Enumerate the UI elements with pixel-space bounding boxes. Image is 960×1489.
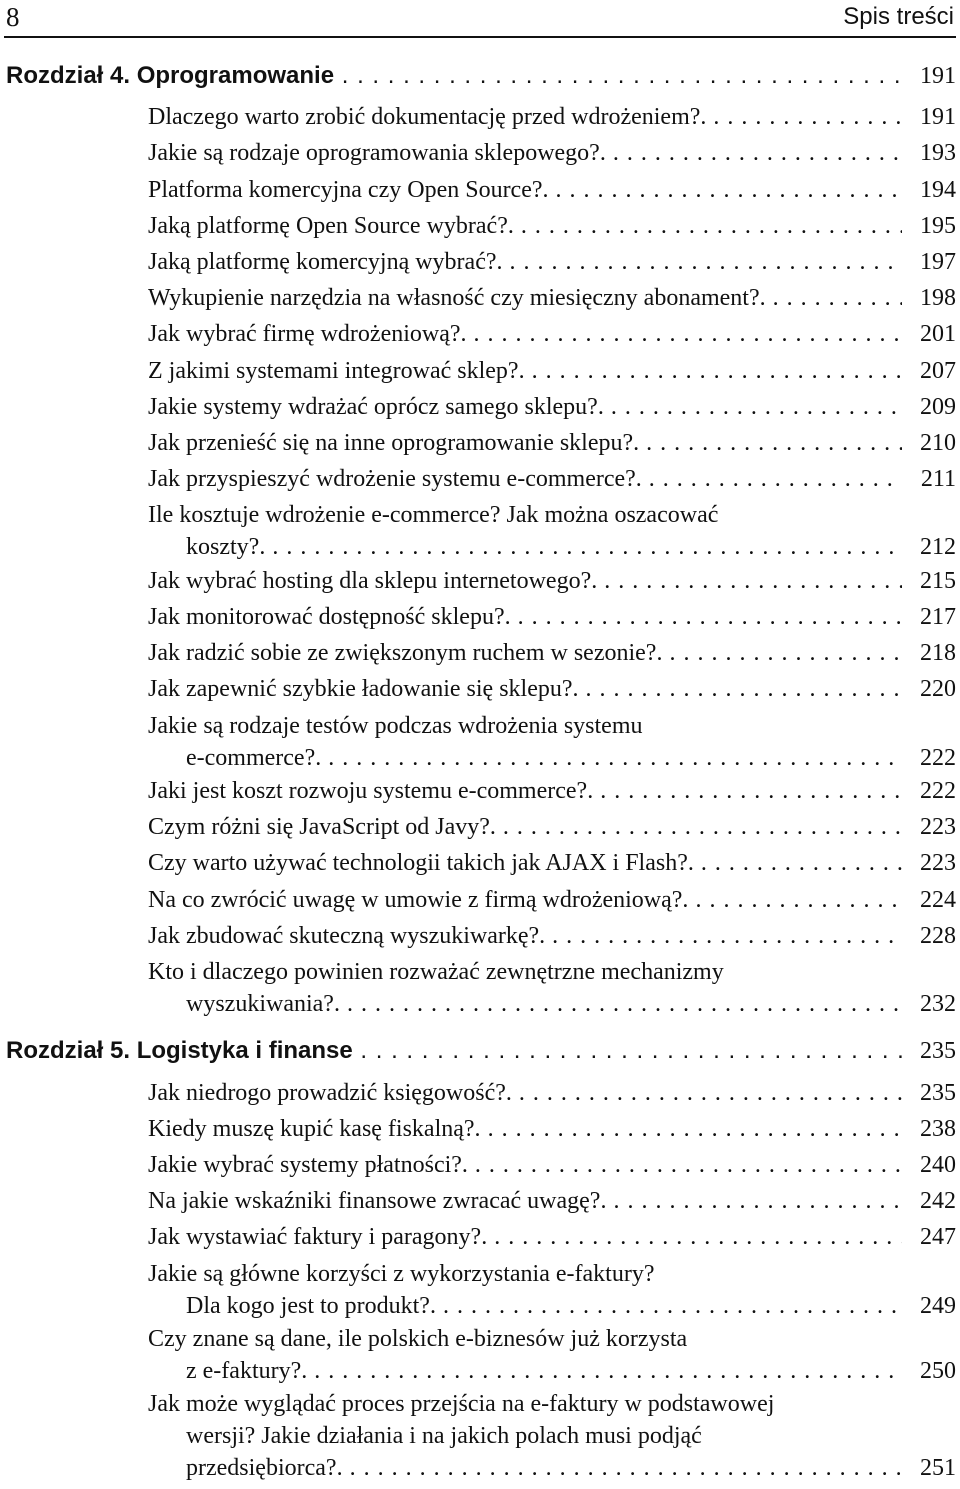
entry-text: Jakie są rodzaje testów podczas wdrożenia systemu bbox=[148, 712, 643, 739]
toc-entry[interactable] bbox=[148, 355, 956, 387]
toc-entry[interactable] bbox=[148, 1077, 956, 1109]
entry-page-number: 235 bbox=[904, 1077, 956, 1109]
entry-text: Ile kosztuje wdrożenie e-commerce? Jak można oszacować bbox=[148, 502, 719, 529]
page-header bbox=[4, 0, 956, 38]
entry-line bbox=[148, 673, 956, 705]
toc-chapter-heading[interactable] bbox=[6, 60, 956, 92]
entry-page-number: 201 bbox=[904, 318, 956, 350]
entry-page-number: 250 bbox=[904, 1355, 956, 1387]
entry-page-number: 218 bbox=[904, 637, 956, 669]
entry-text: Jak monitorować dostępność sklepu?. . . . bbox=[148, 601, 902, 633]
entry-line bbox=[148, 355, 956, 387]
entry-text: Jaki jest koszt rozwoju systemu e-commerce?. . . . bbox=[148, 775, 902, 807]
entry-line bbox=[148, 601, 956, 633]
entry-page-number: 220 bbox=[904, 673, 956, 705]
entry-text: Czy warto używać technologii takich jak AJAX i Flash?. . . . bbox=[148, 847, 902, 879]
entry-text: Dla kogo jest to produkt?. . . . bbox=[186, 1290, 902, 1322]
entry-page-number: 193 bbox=[904, 137, 956, 169]
toc-entry[interactable] bbox=[148, 1185, 956, 1217]
entry-line bbox=[148, 1323, 956, 1355]
entry-line bbox=[148, 884, 956, 916]
entry-page-number: 198 bbox=[904, 282, 956, 314]
entry-page-number: 197 bbox=[904, 246, 956, 278]
toc-entry[interactable] bbox=[148, 775, 956, 807]
toc-entry[interactable] bbox=[148, 137, 956, 169]
running-head: Spis treści bbox=[843, 3, 954, 30]
entry-page-number: 222 bbox=[904, 742, 956, 774]
entry-line bbox=[148, 1077, 956, 1109]
entry-page-number: 209 bbox=[904, 391, 956, 423]
entry-page-number: 224 bbox=[904, 884, 956, 916]
entry-text: przedsiębiorca?. . . . bbox=[186, 1452, 902, 1484]
toc-entry[interactable] bbox=[148, 601, 956, 633]
entry-page-number: 242 bbox=[904, 1185, 956, 1217]
entry-line bbox=[148, 1420, 956, 1452]
entry-line bbox=[148, 1258, 956, 1290]
entry-page-number: 194 bbox=[904, 174, 956, 206]
entry-page-number: 249 bbox=[904, 1290, 956, 1322]
entry-page-number: 240 bbox=[904, 1149, 956, 1181]
entry-text: z e-faktury?. . . . bbox=[186, 1355, 902, 1387]
entry-text: Jak przenieść się na inne oprogramowanie sklepu?. . . . bbox=[148, 427, 902, 459]
entry-page-number: 215 bbox=[904, 565, 956, 597]
entry-line bbox=[148, 811, 956, 843]
chapter-page-number: 235 bbox=[904, 1035, 956, 1067]
toc-entry[interactable] bbox=[148, 101, 956, 133]
entry-text: Jak wybrać hosting dla sklepu internetowego?. . . . bbox=[148, 565, 902, 597]
toc-entry[interactable] bbox=[148, 1323, 956, 1387]
entry-page-number: 210 bbox=[904, 427, 956, 459]
entry-text: Jak może wyglądać proces przejścia na e-faktury w podstawowej bbox=[148, 1391, 775, 1418]
entry-page-number: 191 bbox=[904, 101, 956, 133]
entry-line bbox=[148, 565, 956, 597]
entry-page-number: 228 bbox=[904, 920, 956, 952]
entry-page-number: 211 bbox=[904, 463, 956, 495]
entry-line bbox=[148, 1388, 956, 1420]
toc-entry[interactable] bbox=[148, 710, 956, 774]
toc-entry[interactable] bbox=[148, 811, 956, 843]
entry-text: Wykupienie narzędzia na własność czy miesięczny abonament?. . . . bbox=[148, 282, 902, 314]
entry-page-number: 247 bbox=[904, 1221, 956, 1253]
toc-entry[interactable] bbox=[148, 1221, 956, 1253]
toc-entry[interactable] bbox=[148, 210, 956, 242]
entry-text: Jakie wybrać systemy płatności?. . . . bbox=[148, 1149, 902, 1181]
toc-entry[interactable] bbox=[148, 884, 956, 916]
entry-line bbox=[148, 174, 956, 206]
entry-page-number: 232 bbox=[904, 988, 956, 1020]
entry-line bbox=[148, 101, 956, 133]
entry-text: Czym różni się JavaScript od Javy?. . . . bbox=[148, 811, 902, 843]
entry-line bbox=[148, 210, 956, 242]
entry-text: Jaką platformę komercyjną wybrać?. . . . bbox=[148, 246, 902, 278]
entry-page-number: 222 bbox=[904, 775, 956, 807]
toc-entry[interactable] bbox=[148, 1149, 956, 1181]
entry-text: wersji? Jakie działania i na jakich polach musi podjąć bbox=[186, 1423, 702, 1450]
entry-text: Jaką platformę Open Source wybrać?. . . . bbox=[148, 210, 902, 242]
toc-entry[interactable] bbox=[148, 282, 956, 314]
entry-page-number: 251 bbox=[904, 1452, 956, 1484]
entry-text: Jak zbudować skuteczną wyszukiwarkę?. . . . bbox=[148, 920, 902, 952]
entry-text: Jakie systemy wdrażać oprócz samego sklepu?. . . . bbox=[148, 391, 902, 423]
entry-line bbox=[148, 1355, 956, 1387]
entry-text: Na jakie wskaźniki finansowe zwracać uwagę?. . . . bbox=[148, 1185, 902, 1217]
entry-line bbox=[148, 847, 956, 879]
entry-text: wyszukiwania?. . . . bbox=[186, 988, 902, 1020]
entry-text: Jakie są rodzaje oprogramowania sklepowego?. . . . bbox=[148, 137, 902, 169]
entry-line bbox=[148, 318, 956, 350]
entry-line bbox=[148, 920, 956, 952]
entry-text: Jak wystawiać faktury i paragony?. . . . bbox=[148, 1221, 902, 1253]
entry-page-number: 223 bbox=[904, 847, 956, 879]
entry-text: Kto i dlaczego powinien rozważać zewnętrzne mechanizmy bbox=[148, 959, 724, 985]
chapter-text: Rozdział 4. Oprogramowanie . . . bbox=[6, 60, 902, 92]
entry-page-number: 195 bbox=[904, 210, 956, 242]
entry-page-number: 238 bbox=[904, 1113, 956, 1145]
chapter-line bbox=[6, 60, 956, 92]
toc-entry[interactable] bbox=[148, 920, 956, 952]
entry-line bbox=[148, 1149, 956, 1181]
toc-entry[interactable] bbox=[148, 427, 956, 459]
entry-text: Jak radzić sobie ze zwiększonym ruchem w sezonie?. . . . bbox=[148, 637, 902, 669]
entry-page-number: 217 bbox=[904, 601, 956, 633]
toc-entry[interactable] bbox=[148, 463, 956, 495]
entry-text: Kiedy muszę kupić kasę fiskalną?. . . . bbox=[148, 1113, 902, 1145]
entry-text: Platforma komercyjna czy Open Source?. . . . bbox=[148, 174, 902, 206]
toc-entry[interactable] bbox=[148, 956, 956, 1020]
toc-entry[interactable] bbox=[148, 565, 956, 597]
entry-text: Na co zwrócić uwagę w umowie z firmą wdrożeniową?. . . . bbox=[148, 884, 902, 916]
entry-line bbox=[148, 246, 956, 278]
entry-line bbox=[148, 988, 956, 1020]
entry-line bbox=[148, 282, 956, 314]
entry-text: koszty?. . . . bbox=[186, 531, 902, 563]
entry-line bbox=[148, 531, 956, 563]
entry-text: e-commerce?. . . . bbox=[186, 742, 902, 774]
toc-entry[interactable] bbox=[148, 391, 956, 423]
toc-entry[interactable] bbox=[148, 499, 956, 563]
entry-line bbox=[148, 1221, 956, 1253]
toc-entry[interactable] bbox=[148, 318, 956, 350]
toc-entry[interactable] bbox=[148, 637, 956, 669]
entry-line bbox=[148, 710, 956, 742]
entry-line bbox=[148, 1452, 956, 1484]
toc-entry[interactable] bbox=[148, 246, 956, 278]
entry-line bbox=[148, 137, 956, 169]
toc-entry[interactable] bbox=[148, 673, 956, 705]
entry-line bbox=[148, 463, 956, 495]
entry-line bbox=[148, 637, 956, 669]
entry-text: Jak zapewnić szybkie ładowanie się sklepu?. . . . bbox=[148, 673, 902, 705]
toc-chapter-heading[interactable] bbox=[6, 1035, 956, 1067]
entry-page-number: 223 bbox=[904, 811, 956, 843]
entry-text: Z jakimi systemami integrować sklep?. . . . bbox=[148, 355, 902, 387]
entry-text: Jakie są główne korzyści z wykorzystania e-faktury? bbox=[148, 1260, 655, 1287]
entry-line bbox=[148, 956, 956, 988]
entry-line bbox=[148, 427, 956, 459]
page-number: 8 bbox=[6, 2, 20, 32]
entry-text: Jak niedrogo prowadzić księgowość?. . . . bbox=[148, 1077, 902, 1109]
entry-line bbox=[148, 391, 956, 423]
chapter-page-number: 191 bbox=[904, 60, 956, 92]
toc-entry[interactable] bbox=[148, 174, 956, 206]
entry-text: Jak wybrać firmę wdrożeniową?. . . . bbox=[148, 318, 902, 350]
chapter-line bbox=[6, 1035, 956, 1067]
toc-entry[interactable] bbox=[148, 847, 956, 879]
toc-entry[interactable] bbox=[148, 1258, 956, 1322]
entry-page-number: 212 bbox=[904, 531, 956, 563]
toc-entry[interactable] bbox=[148, 1113, 956, 1145]
entry-text: Dlaczego warto zrobić dokumentację przed wdrożeniem?. . . . bbox=[148, 101, 902, 133]
entry-line bbox=[148, 775, 956, 807]
entry-line bbox=[148, 742, 956, 774]
entry-line bbox=[148, 1290, 956, 1322]
entry-line bbox=[148, 1113, 956, 1145]
entry-page-number: 207 bbox=[904, 355, 956, 387]
entry-line bbox=[148, 1185, 956, 1217]
chapter-text: Rozdział 5. Logistyka i finanse . . . bbox=[6, 1035, 902, 1067]
entry-text: Jak przyspieszyć wdrożenie systemu e-commerce?. . . . bbox=[148, 463, 902, 495]
toc-entry[interactable] bbox=[148, 1388, 956, 1484]
entry-line bbox=[148, 499, 956, 531]
entry-text: Czy znane są dane, ile polskich e-biznesów już korzysta bbox=[148, 1326, 688, 1352]
